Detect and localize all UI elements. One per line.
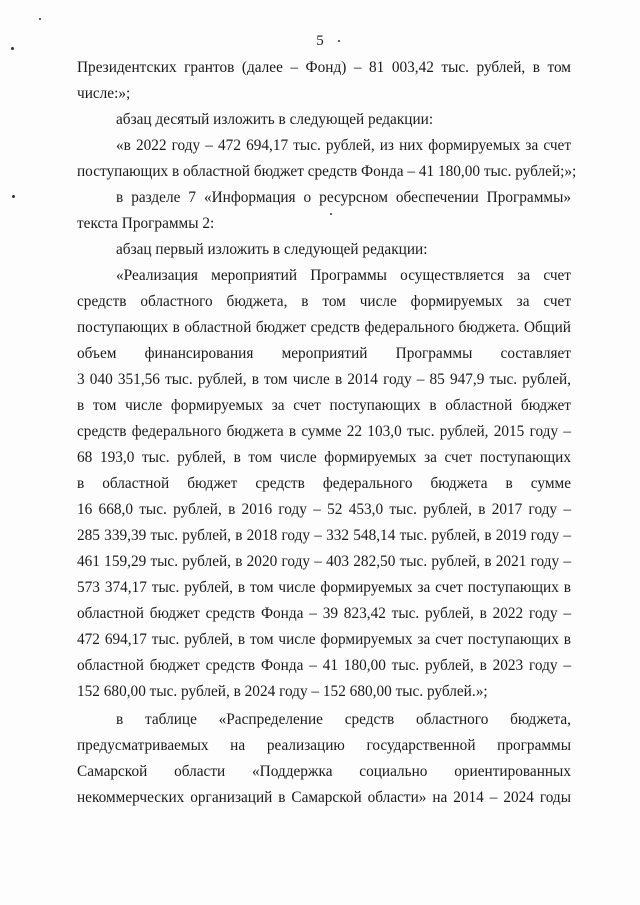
text-line: абзац десятый изложить в следующей редакции:: [116, 111, 434, 128]
text-line: абзац первый изложить в следующей редакции:: [116, 241, 428, 258]
text-line: 16 668,0 тыс. рублей, в 2016 году – 52 453,0 тыс. рублей, в 2017 году –: [77, 501, 571, 518]
text-line: Президентских грантов (далее – Фонд) – 81 003,42 тыс. рублей, в том: [77, 59, 571, 76]
text-line: объем финансирования мероприятий Программы составляет: [77, 345, 571, 362]
text-line: 461 159,29 тыс. рублей, в 2020 году – 403 282,50 тыс. рублей, в 2021 году –: [77, 553, 571, 570]
text-line: в областной бюджет средств федерального бюджета в сумме: [77, 475, 571, 492]
text-line: средств областного бюджета, в том числе формируемых за счет: [77, 293, 571, 310]
text-line: 285 339,39 тыс. рублей, в 2018 году – 332 548,14 тыс. рублей, в 2019 году –: [77, 527, 571, 544]
text-line: в разделе 7 «Информация о ресурсном обеспечении Программы»: [116, 189, 571, 206]
text-line: некоммерческих организаций в Самарской области» на 2014 – 2024 годы: [77, 789, 571, 806]
text-line: областной бюджет средств Фонда – 39 823,42 тыс. рублей, в 2022 году –: [77, 605, 571, 622]
text-line: Самарской области «Поддержка социально ориентированных: [77, 763, 571, 780]
text-line: в таблице «Распределение средств областного бюджета,: [116, 711, 571, 728]
text-line: областной бюджет средств Фонда – 41 180,00 тыс. рублей, в 2023 году –: [77, 657, 571, 674]
page-number: 5: [316, 33, 324, 49]
text-line: 68 193,0 тыс. рублей, в том числе формируемых за счет поступающих: [77, 449, 571, 466]
scan-speck: [12, 195, 15, 198]
text-line: «в 2022 году – 472 694,17 тыс. рублей, из них формируемых за счет: [116, 137, 571, 154]
text-line: 472 694,17 тыс. рублей, в том числе формируемых за счет поступающих в: [77, 631, 571, 648]
scan-speck: [39, 18, 41, 20]
text-line: числе:»;: [77, 85, 131, 102]
text-line: 3 040 351,56 тыс. рублей, в том числе в 2014 году – 85 947,9 тыс. рублей,: [77, 371, 571, 388]
text-line: поступающих в областной бюджет средств Фонда – 41 180,00 тыс. рублей;»;: [77, 163, 577, 180]
scan-speck: [11, 47, 14, 50]
text-line: в том числе формируемых за счет поступающих в областной бюджет: [77, 397, 571, 414]
text-line: «Реализация мероприятий Программы осуществляется за счет: [116, 267, 571, 284]
text-line: 152 680,00 тыс. рублей, в 2024 году – 152 680,00 тыс. рублей.»;: [77, 683, 488, 700]
text-line: предусматриваемых на реализацию государственной программы: [77, 737, 571, 754]
text-line: поступающих в областной бюджет средств федерального бюджета. Общий: [77, 319, 571, 336]
text-line: текста Программы 2:: [77, 215, 215, 232]
text-line: 573 374,17 тыс. рублей, в том числе формируемых за счет поступающих в: [77, 579, 571, 596]
scan-speck: [338, 40, 340, 42]
scan-speck: [330, 213, 332, 215]
text-line: средств федерального бюджета в сумме 22 103,0 тыс. рублей, 2015 году –: [77, 423, 571, 440]
